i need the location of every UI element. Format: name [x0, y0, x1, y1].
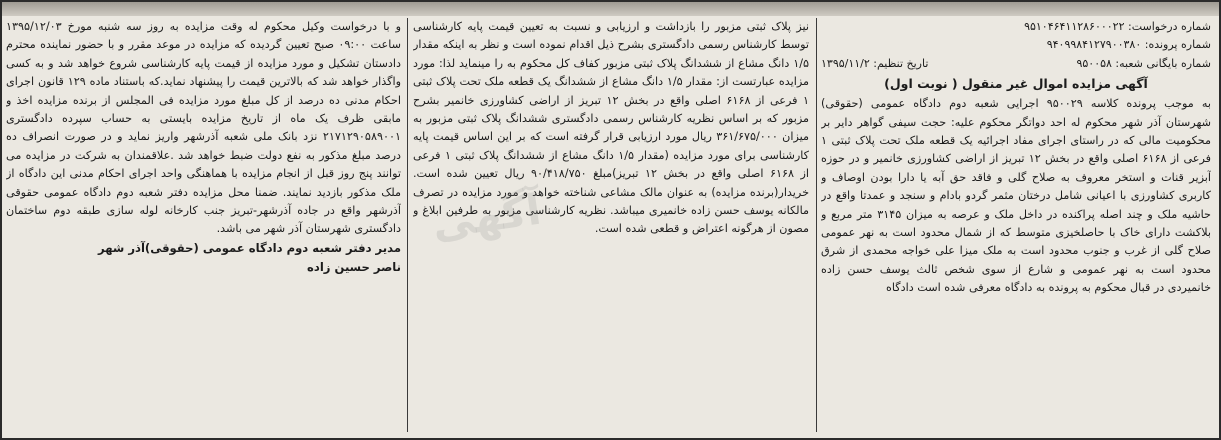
archive-number: شماره بایگانی شعبه: ۹۵۰۰۵۸ [1076, 56, 1211, 70]
archive-date-row [821, 55, 1211, 73]
signature-name: ناصر حسین زاده [307, 259, 401, 274]
column-left [6, 18, 401, 434]
column-divider-right [816, 18, 817, 432]
column-middle [413, 18, 809, 434]
body-paragraph-1: به موجب پرونده کلاسه ۹۵۰۰۲۹ اجرایی شعبه دوم دادگاه عمومی (حقوقی) شهرستان آذر شهر محکوم له احد دواتگر محکوم علیه: حجت سیفی گواهر دایر بر محکومیت مالی که در راستای اجرای مفاد اجرائیه یک قطعه ملک تحت پلاک ثبتی ۱ فرعی از ۶۱۶۸ اصلی واقع در بخش ۱۲ تبریز از اراضی کشاورزی خانمیر و در حوزه آبزیر قنات و استخر معروف به صلاح گلی و فاقد حق آبه یا دارا بودن اوصاف و کاربری کشاورزی با اعیانی شامل درختان مثمر گردو بادام و سنجد و عمدتا واقع در حاشیه ملک و چند اصله پراکنده در داخل ملک و عرصه به میزان ۳۱۴۵ متر مربع و بلاکشت دارای خاک با حاصلخیزی متوسط که از شمال محدود است به نهر عمومی صلاح گلی از غرب و جنوب محدود است به ملک میزا علی خواجه محمدی از شرق محدود است به نهر عمومی و شارع از سوی شخص ثالث یوسف حسن زاده خانمیردی در قبال محکوم به پرونده به دادگاه معرفی شده است دادگاه [821, 97, 1211, 295]
column-right [821, 18, 1211, 434]
request-number: شماره درخواست: ۹۵۱۰۴۶۴۱۱۲۸۶۰۰۰۲۲ [1024, 20, 1211, 33]
top-edge-band [2, 2, 1219, 16]
column-divider-left [407, 18, 408, 432]
notice-meta [821, 18, 1211, 73]
issue-date: تاریخ تنظیم: ۱۳۹۵/۱۱/۲ [821, 56, 929, 70]
body-paragraph-3: و با درخواست وکیل محکوم له وقت مزایده به روز سه شنبه مورخ ۱۳۹۵/۱۲/۰۳ ساعت ۰۹:۰۰ صبح تعیین گردیده که مزایده در موعد مقرر و با حضور نماینده محترم دادستان تشکیل و مورد مزایده از قیمت پایه کارشناسی شروع خواهد شد و به کسی واگذار خواهد شد که بالاترین قیمت را پیشنهاد نماید.که باستناد ماده ۱۲۹ قانون اجرای احکام مدنی ده درصد از کل مبلغ مورد مزایده فی المجلس از برنده مزایده اخذ و مابقی ظرف یک ماه از تاریخ مزایده بایستی به حساب سپرده دادگستری ۲۱۷۱۲۹۰۵۸۹۰۰۱ نزد بانک ملی شعبه آذرشهر واریز نماید و در صورت انصراف ده درصد مبلغ مذکور به نفع دولت ضبط خواهد شد .علاقمندان به شرکت در مزایده می توانند پنج روز قبل از انجام مزایده با هماهنگی واحد اجرای احکام مدنی این دادگاه از ملک مذکور بازدید نمایند. ضمنا محل مزایده دفتر شعبه دوم دادگاه عمومی حقوقی آذرشهر واقع در جاده آذرشهر-تبریز جنب کارخانه لوله سازی طبقه دوم ساختمان دادگستری شهرستان آذر شهر می باشد. [6, 20, 401, 236]
notice-title: آگهی مزایده اموال غیر منقول ( نوبت اول) [884, 76, 1148, 92]
case-number: شماره پرونده: ۹۴۰۹۹۸۴۱۲۷۹۰۰۳۸۰ [1046, 38, 1211, 52]
case-number-row [821, 36, 1211, 54]
signature-title: مدیر دفتر شعبه دوم دادگاه عمومی (حقوقی)آذر شهر [98, 240, 401, 255]
request-number-row [821, 18, 1211, 36]
watermark: آگهی [429, 184, 544, 249]
body-paragraph-2: نیز پلاک ثبتی مزبور را بازداشت و ارزیابی و نسبت به تعیین قیمت پایه کارشناسی توسط کارشناس رسمی دادگستری بشرح ذیل اقدام نموده است و نظر به اینکه مقدار ۱/۵ دانگ مشاع از ششدانگ پلاک ثبتی مزبور کفاف کل محکوم به را مینماید لذا: مورد مزایده عبارتست از: مقدار ۱/۵ دانگ مشاع از ششدانگ یک قطعه ملک تحت پلاک ثبتی ۱ فرعی از ۶۱۶۸ اصلی واقع در بخش ۱۲ تبریز از اراضی کشاورزی خانمیر بشرح مزبور که بر اساس نظریه کارشناس رسمی دادگستری ششدانگ پلاک ثبتی مزبور به میزان ۳۶۱/۶۷۵/۰۰۰ ریال مورد ارزیابی قرار گرفته است که بر این اساس قیمت پایه کارشناسی برای مورد مزایده (مقدار ۱/۵ دانگ مشاع از ششدانگ پلاک ثبتی ۱ فرعی از ۶۱۶۸ اصلی واقع در بخش ۱۲ تبریز)مبلغ ۹۰/۴۱۸/۷۵۰ ریال تعیین شده است. خریدار(برنده مزایده) به عنوان مالک مشاعی شناخته خواهد و مورد مزایده در تصرف مالکانه یوسف حسن زاده خانمیری میباشد. نظریه کارشناسی مزبور به طرفین ابلاغ و مصون از هرگونه اعتراض و قطعی شده است. [413, 20, 809, 236]
